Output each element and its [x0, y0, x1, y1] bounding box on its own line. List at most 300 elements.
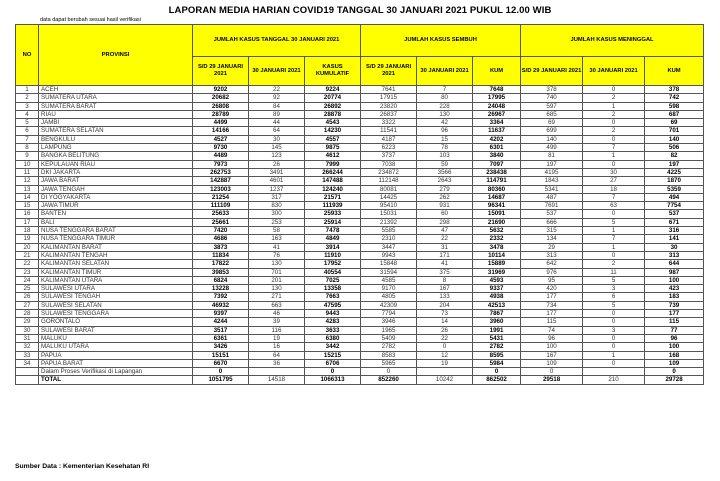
row-meninggal-kum: 313	[645, 251, 704, 259]
table-row	[16, 351, 704, 359]
row-meninggal-sd: 499	[521, 144, 583, 152]
header-meninggal-tgl: 30 JANUARI 2021	[583, 57, 645, 86]
row-kasus-tgl: 84	[249, 102, 305, 110]
row-meninggal-sd: 420	[521, 285, 583, 293]
row-meninggal-tgl: 7	[583, 193, 645, 201]
row-kasus-tgl: 701	[249, 268, 305, 276]
row-sembuh-tgl: 96	[417, 127, 473, 135]
total-row-meninggal-sd: 29518	[521, 376, 583, 384]
table-row	[16, 135, 704, 143]
row-provinsi: BANGKA BELITUNG	[39, 152, 193, 160]
row-provinsi: KALIMANTAN UTARA	[39, 276, 193, 284]
row-sembuh-tgl: 204	[417, 301, 473, 309]
row-kasus-tgl	[249, 368, 305, 376]
row-kasus-sd: 3873	[193, 243, 249, 251]
row-meninggal-kum: 168	[645, 351, 704, 359]
row-sembuh-kum: 7648	[473, 86, 521, 94]
row-sembuh-tgl: 26	[417, 326, 473, 334]
row-meninggal-kum: 1870	[645, 177, 704, 185]
row-kasus-sd: 123003	[193, 185, 249, 193]
row-provinsi: KALIMANTAN TENGAH	[39, 251, 193, 259]
row-sembuh-tgl: 80	[417, 94, 473, 102]
row-sembuh-sd: 9170	[361, 285, 417, 293]
row-sembuh-sd: 9943	[361, 251, 417, 259]
row-meninggal-tgl: 5	[583, 276, 645, 284]
covid-table-container	[15, 24, 703, 385]
table-row	[16, 285, 704, 293]
row-kasus-sd: 111109	[193, 202, 249, 210]
row-meninggal-sd: 177	[521, 293, 583, 301]
row-kasus-sd: 7392	[193, 293, 249, 301]
table-row	[16, 144, 704, 152]
row-meninggal-kum: 96	[645, 334, 704, 342]
row-provinsi: JAWA TENGAH	[39, 185, 193, 193]
row-sembuh-kum: 0	[473, 368, 521, 376]
row-kasus-tgl: 130	[249, 260, 305, 268]
row-meninggal-tgl: 2	[583, 110, 645, 118]
row-kasus-kumulatif: 25933	[305, 210, 361, 218]
row-meninggal-kum: 739	[645, 301, 704, 309]
row-kasus-kumulatif: 266244	[305, 168, 361, 176]
row-sembuh-tgl: 78	[417, 144, 473, 152]
table-row	[16, 293, 704, 301]
header-provinsi: PROVINSI	[39, 25, 193, 86]
row-kasus-sd: 25661	[193, 218, 249, 226]
row-meninggal-kum: 140	[645, 135, 704, 143]
row-kasus-kumulatif: 40554	[305, 268, 361, 276]
row-no: 31	[16, 334, 39, 342]
row-sembuh-sd: 4585	[361, 276, 417, 284]
row-no: 20	[16, 243, 39, 251]
row-meninggal-tgl: 2	[583, 94, 645, 102]
row-kasus-tgl: 19	[249, 334, 305, 342]
total-row-kasus-sd: 1051795	[193, 376, 249, 384]
row-meninggal-tgl: 0	[583, 210, 645, 218]
row-sembuh-tgl: 0	[417, 343, 473, 351]
row-provinsi: NUSA TENGGARA BARAT	[39, 227, 193, 235]
row-provinsi: SULAWESI TENGAH	[39, 293, 193, 301]
row-kasus-tgl: 253	[249, 218, 305, 226]
row-provinsi: KALIMANTAN BARAT	[39, 243, 193, 251]
row-sembuh-kum: 7867	[473, 310, 521, 318]
row-kasus-sd: 28789	[193, 110, 249, 118]
table-row	[16, 276, 704, 284]
row-no: 15	[16, 202, 39, 210]
row-meninggal-tgl: 2	[583, 260, 645, 268]
row-sembuh-sd: 7794	[361, 310, 417, 318]
row-meninggal-sd: 666	[521, 218, 583, 226]
table-row	[16, 334, 704, 342]
table-row	[16, 94, 704, 102]
row-sembuh-kum: 5431	[473, 334, 521, 342]
table-row	[16, 210, 704, 218]
row-sembuh-kum: 42513	[473, 301, 521, 309]
row-sembuh-tgl: 12	[417, 351, 473, 359]
report-title: LAPORAN MEDIA HARIAN COVID19 TANGGAL 30 JANUARI 2021 PUKUL 12.00 WIB	[168, 5, 552, 16]
total-row-sembuh-kum: 862502	[473, 376, 521, 384]
row-kasus-tgl: 300	[249, 210, 305, 218]
table-row	[16, 218, 704, 226]
row-sembuh-sd: 234872	[361, 168, 417, 176]
row-meninggal-tgl: 0	[583, 86, 645, 94]
table-row	[16, 227, 704, 235]
row-sembuh-tgl	[417, 368, 473, 376]
covid-table	[15, 24, 704, 385]
row-meninggal-tgl: 3	[583, 326, 645, 334]
row-meninggal-tgl: 1	[583, 152, 645, 160]
row-meninggal-tgl: 1	[583, 102, 645, 110]
row-kasus-sd: 26808	[193, 102, 249, 110]
row-sembuh-tgl: 41	[417, 260, 473, 268]
row-sembuh-kum: 1991	[473, 326, 521, 334]
row-kasus-tgl: 30	[249, 135, 305, 143]
row-kasus-kumulatif: 0	[305, 368, 361, 376]
row-kasus-sd: 15151	[193, 351, 249, 359]
row-kasus-sd: 4686	[193, 235, 249, 243]
row-meninggal-kum: 82	[645, 152, 704, 160]
row-provinsi: KALIMANTAN TIMUR	[39, 268, 193, 276]
row-kasus-kumulatif: 4557	[305, 135, 361, 143]
row-kasus-kumulatif: 28878	[305, 110, 361, 118]
row-no: 24	[16, 276, 39, 284]
row-kasus-kumulatif: 7478	[305, 227, 361, 235]
row-sembuh-sd: 14425	[361, 193, 417, 201]
row-no: 10	[16, 160, 39, 168]
table-row	[16, 119, 704, 127]
row-no: 8	[16, 144, 39, 152]
row-meninggal-sd: 4195	[521, 168, 583, 176]
row-meninggal-kum: 598	[645, 102, 704, 110]
row-sembuh-tgl: 22	[417, 334, 473, 342]
row-kasus-kumulatif: 17952	[305, 260, 361, 268]
row-provinsi: JAWA BARAT	[39, 177, 193, 185]
row-meninggal-kum: 423	[645, 285, 704, 293]
header-sembuh-kum: KUM	[473, 57, 521, 86]
row-sembuh-kum: 4938	[473, 293, 521, 301]
row-no: 13	[16, 185, 39, 193]
row-meninggal-tgl: 63	[583, 202, 645, 210]
row-meninggal-kum: 5359	[645, 185, 704, 193]
header-sembuh-group: JUMLAH KASUS SEMBUH	[361, 25, 521, 57]
header-kasus-tgl: 30 JANUARI 2021	[249, 57, 305, 86]
row-provinsi: KEPULAUAN RIAU	[39, 160, 193, 168]
row-provinsi: RIAU	[39, 110, 193, 118]
row-meninggal-sd: 976	[521, 268, 583, 276]
row-no: 4	[16, 110, 39, 118]
row-kasus-tgl: 145	[249, 144, 305, 152]
row-meninggal-tgl: 11	[583, 268, 645, 276]
row-meninggal-sd: 315	[521, 227, 583, 235]
row-kasus-sd: 7420	[193, 227, 249, 235]
row-sembuh-sd: 3946	[361, 318, 417, 326]
row-sembuh-tgl: 2643	[417, 177, 473, 185]
total-row-sembuh-tgl: 10242	[417, 376, 473, 384]
row-sembuh-sd: 2310	[361, 235, 417, 243]
row-kasus-sd: 46932	[193, 301, 249, 309]
row-kasus-tgl: 36	[249, 359, 305, 367]
total-row-provinsi: TOTAL	[39, 376, 193, 384]
row-kasus-sd: 262753	[193, 168, 249, 176]
row-sembuh-sd: 2782	[361, 343, 417, 351]
row-sembuh-sd: 11541	[361, 127, 417, 135]
row-sembuh-kum: 3840	[473, 152, 521, 160]
row-sembuh-kum: 2782	[473, 343, 521, 351]
table-row	[16, 202, 704, 210]
row-meninggal-tgl: 0	[583, 334, 645, 342]
row-kasus-kumulatif: 4543	[305, 119, 361, 127]
row-meninggal-tgl: 0	[583, 119, 645, 127]
table-body	[16, 86, 704, 385]
row-provinsi: MALUKU	[39, 334, 193, 342]
row-no: 29	[16, 318, 39, 326]
row-sembuh-tgl: 60	[417, 210, 473, 218]
row-kasus-sd: 4499	[193, 119, 249, 127]
row-sembuh-tgl: 42	[417, 119, 473, 127]
row-no: 9	[16, 152, 39, 160]
row-meninggal-sd: 81	[521, 152, 583, 160]
row-kasus-kumulatif: 9443	[305, 310, 361, 318]
row-kasus-tgl: 26	[249, 160, 305, 168]
row-sembuh-kum: 21690	[473, 218, 521, 226]
row-kasus-sd: 21254	[193, 193, 249, 201]
row-sembuh-sd: 15031	[361, 210, 417, 218]
row-meninggal-sd: 1843	[521, 177, 583, 185]
row-kasus-kumulatif: 13358	[305, 285, 361, 293]
row-sembuh-kum: 2332	[473, 235, 521, 243]
header-sembuh-sd: S/D 29 JANUARI 2021	[361, 57, 417, 86]
row-no: 22	[16, 260, 39, 268]
row-kasus-kumulatif: 147488	[305, 177, 361, 185]
row-kasus-tgl: 46	[249, 310, 305, 318]
row-sembuh-tgl: 73	[417, 310, 473, 318]
row-kasus-kumulatif: 7025	[305, 276, 361, 284]
row-kasus-sd: 7973	[193, 160, 249, 168]
row-meninggal-kum: 494	[645, 193, 704, 201]
row-sembuh-tgl: 931	[417, 202, 473, 210]
row-kasus-kumulatif: 26892	[305, 102, 361, 110]
row-kasus-kumulatif: 3633	[305, 326, 361, 334]
row-kasus-tgl: 58	[249, 227, 305, 235]
row-no: 27	[16, 301, 39, 309]
row-kasus-tgl: 16	[249, 343, 305, 351]
row-sembuh-kum: 3478	[473, 243, 521, 251]
row-meninggal-sd: 699	[521, 127, 583, 135]
total-row-kasus-tgl: 14518	[249, 376, 305, 384]
row-sembuh-tgl: 19	[417, 359, 473, 367]
row-kasus-tgl: 130	[249, 285, 305, 293]
row-kasus-sd: 25633	[193, 210, 249, 218]
row-meninggal-sd: 140	[521, 135, 583, 143]
row-kasus-tgl: 123	[249, 152, 305, 160]
row-kasus-sd: 39853	[193, 268, 249, 276]
row-meninggal-tgl: 6	[583, 293, 645, 301]
total-row-sembuh-sd: 852260	[361, 376, 417, 384]
row-sembuh-kum: 15091	[473, 210, 521, 218]
row-sembuh-sd: 31594	[361, 268, 417, 276]
row-sembuh-sd: 3447	[361, 243, 417, 251]
row-meninggal-tgl: 5	[583, 301, 645, 309]
table-row	[16, 243, 704, 251]
row-provinsi: DI YOGYAKARTA	[39, 193, 193, 201]
table-row	[16, 318, 704, 326]
row-provinsi: LAMPUNG	[39, 144, 193, 152]
row-sembuh-tgl: 22	[417, 235, 473, 243]
row-sembuh-kum: 5632	[473, 227, 521, 235]
table-row	[16, 268, 704, 276]
row-kasus-tgl: 271	[249, 293, 305, 301]
row-kasus-tgl: 41	[249, 243, 305, 251]
table-row	[16, 310, 704, 318]
row-sembuh-kum: 17995	[473, 94, 521, 102]
table-row	[16, 185, 704, 193]
row-meninggal-sd: 740	[521, 94, 583, 102]
row-provinsi: SULAWESI BARAT	[39, 326, 193, 334]
row-meninggal-sd: 487	[521, 193, 583, 201]
row-sembuh-sd: 4805	[361, 293, 417, 301]
row-kasus-sd: 3426	[193, 343, 249, 351]
row-sembuh-tgl: 171	[417, 251, 473, 259]
row-meninggal-tgl: 5	[583, 218, 645, 226]
row-meninggal-tgl: 1	[583, 227, 645, 235]
row-meninggal-kum: 0	[645, 368, 704, 376]
row-sembuh-tgl: 375	[417, 268, 473, 276]
row-meninggal-sd: 69	[521, 119, 583, 127]
row-meninggal-kum: 987	[645, 268, 704, 276]
row-meninggal-sd: 95	[521, 276, 583, 284]
row-meninggal-sd: 313	[521, 251, 583, 259]
row-kasus-tgl: 92	[249, 94, 305, 102]
row-meninggal-kum: 671	[645, 218, 704, 226]
row-meninggal-kum: 687	[645, 110, 704, 118]
row-sembuh-kum: 9337	[473, 285, 521, 293]
row-sembuh-kum: 114791	[473, 177, 521, 185]
row-kasus-sd: 14166	[193, 127, 249, 135]
row-kasus-kumulatif: 15215	[305, 351, 361, 359]
row-sembuh-sd: 5965	[361, 359, 417, 367]
row-meninggal-kum: 644	[645, 260, 704, 268]
row-no: 18	[16, 227, 39, 235]
row-meninggal-sd: 197	[521, 160, 583, 168]
row-provinsi: SULAWESI TENGGARA	[39, 310, 193, 318]
row-kasus-kumulatif: 4283	[305, 318, 361, 326]
row-provinsi: JAMBI	[39, 119, 193, 127]
row-sembuh-kum: 238438	[473, 168, 521, 176]
row-no: 3	[16, 102, 39, 110]
row-sembuh-tgl: 47	[417, 227, 473, 235]
row-kasus-kumulatif: 111939	[305, 202, 361, 210]
header-meninggal-kum: KUM	[645, 57, 704, 86]
table-row	[16, 127, 704, 135]
row-meninggal-tgl	[583, 368, 645, 376]
row-sembuh-kum: 31969	[473, 268, 521, 276]
row-kasus-kumulatif: 6706	[305, 359, 361, 367]
row-no: 21	[16, 251, 39, 259]
row-sembuh-tgl: 133	[417, 293, 473, 301]
row-provinsi: ACEH	[39, 86, 193, 94]
row-kasus-kumulatif: 14230	[305, 127, 361, 135]
row-kasus-kumulatif: 3442	[305, 343, 361, 351]
row-no: 26	[16, 293, 39, 301]
row-provinsi: BANTEN	[39, 210, 193, 218]
row-no: 6	[16, 127, 39, 135]
row-sembuh-sd: 42309	[361, 301, 417, 309]
table-row	[16, 177, 704, 185]
row-sembuh-kum: 26967	[473, 110, 521, 118]
row-sembuh-kum: 11637	[473, 127, 521, 135]
row-sembuh-sd: 17915	[361, 94, 417, 102]
row-provinsi: SULAWESI UTARA	[39, 285, 193, 293]
row-kasus-tgl: 116	[249, 326, 305, 334]
row-sembuh-kum: 4202	[473, 135, 521, 143]
row-meninggal-sd: 7691	[521, 202, 583, 210]
row-provinsi: PAPUA	[39, 351, 193, 359]
total-row-meninggal-kum: 29728	[645, 376, 704, 384]
row-provinsi: SUMATERA BARAT	[39, 102, 193, 110]
row-provinsi: Dalam Proses Verifikasi di Lapangan	[39, 368, 193, 376]
row-meninggal-kum: 506	[645, 144, 704, 152]
row-sembuh-tgl: 167	[417, 285, 473, 293]
row-no: 30	[16, 326, 39, 334]
table-row	[16, 168, 704, 176]
row-sembuh-sd: 0	[361, 368, 417, 376]
row-meninggal-kum: 537	[645, 210, 704, 218]
row-provinsi: BALI	[39, 218, 193, 226]
row-kasus-sd: 9397	[193, 310, 249, 318]
row-no: 33	[16, 351, 39, 359]
row-meninggal-tgl: 0	[583, 160, 645, 168]
row-sembuh-sd: 7641	[361, 86, 417, 94]
row-provinsi: GORONTALO	[39, 318, 193, 326]
row-sembuh-kum: 24048	[473, 102, 521, 110]
row-kasus-tgl: 89	[249, 110, 305, 118]
row-meninggal-sd: 5341	[521, 185, 583, 193]
row-meninggal-sd: 537	[521, 210, 583, 218]
row-kasus-kumulatif: 47595	[305, 301, 361, 309]
row-no: 34	[16, 359, 39, 367]
row-sembuh-tgl: 298	[417, 218, 473, 226]
row-kasus-sd: 6824	[193, 276, 249, 284]
row-sembuh-kum: 14687	[473, 193, 521, 201]
row-meninggal-tgl: 0	[583, 318, 645, 326]
row-no: 17	[16, 218, 39, 226]
row-meninggal-kum: 30	[645, 243, 704, 251]
row-no: 7	[16, 135, 39, 143]
row-sembuh-sd: 4187	[361, 135, 417, 143]
row-provinsi: KALIMANTAN SELATAN	[39, 260, 193, 268]
row-meninggal-sd: 74	[521, 326, 583, 334]
row-kasus-kumulatif: 21571	[305, 193, 361, 201]
row-kasus-kumulatif: 11910	[305, 251, 361, 259]
row-kasus-tgl: 201	[249, 276, 305, 284]
table-row	[16, 368, 704, 376]
total-row-meninggal-tgl: 210	[583, 376, 645, 384]
row-kasus-tgl: 830	[249, 202, 305, 210]
row-kasus-sd: 6670	[193, 359, 249, 367]
table-row	[16, 260, 704, 268]
row-no: 11	[16, 168, 39, 176]
row-sembuh-sd: 112148	[361, 177, 417, 185]
row-sembuh-sd: 1965	[361, 326, 417, 334]
row-meninggal-kum: 109	[645, 359, 704, 367]
row-no: 19	[16, 235, 39, 243]
table-row	[16, 235, 704, 243]
row-no: 5	[16, 119, 39, 127]
row-sembuh-sd: 26837	[361, 110, 417, 118]
table-row	[16, 160, 704, 168]
row-sembuh-kum: 3364	[473, 119, 521, 127]
row-kasus-tgl: 317	[249, 193, 305, 201]
row-kasus-sd: 3517	[193, 326, 249, 334]
